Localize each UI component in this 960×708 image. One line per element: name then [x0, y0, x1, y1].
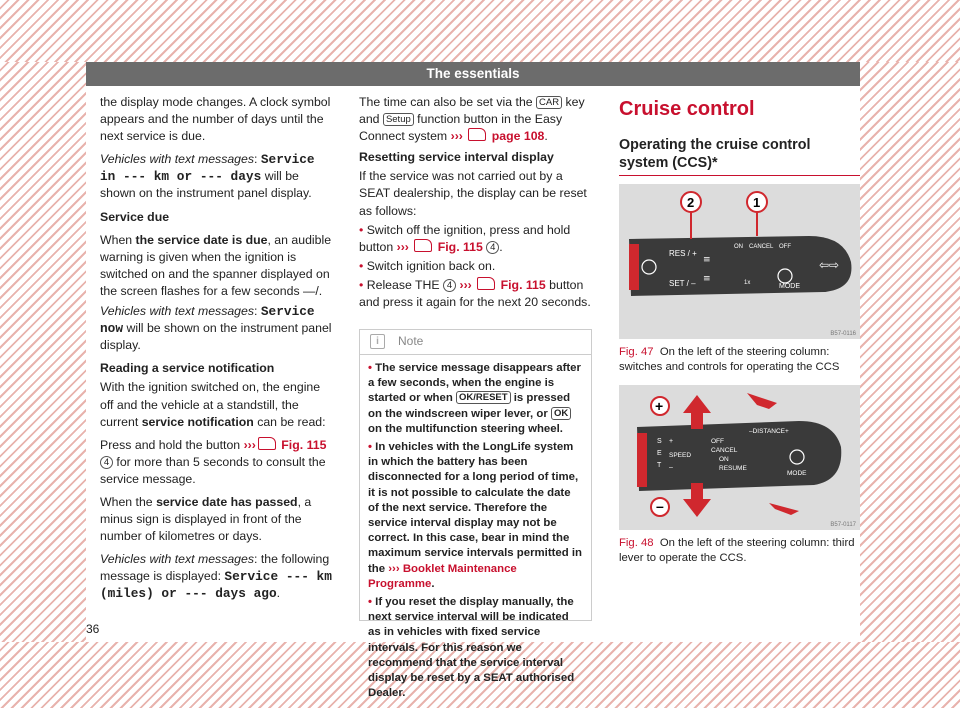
paragraph: Press and hold the button ››› Fig. 115 4 for more than 5 seconds to consult the service message. — [100, 437, 327, 486]
figure-47-caption: Fig. 47 On the left of the steering column: switches and controls for operating the CCS — [619, 346, 840, 373]
paragraph: With the ignition switched on, the engine off and the vehicle at a standstill, the current service notification can be read: — [100, 380, 326, 429]
section-heading: Reading a service notification — [100, 361, 275, 376]
list-item: • Release THE 4 ››› Fig. 115 button and press it again for the next 20 seconds. — [359, 277, 591, 310]
svg-text:SPEED: SPEED — [669, 452, 692, 459]
svg-text:MODE: MODE — [787, 470, 807, 477]
ok-key-icon: OK — [551, 407, 571, 420]
hatch-border-right — [860, 62, 960, 642]
svg-text:+: + — [655, 398, 664, 414]
setup-button-icon: Setup — [383, 113, 414, 126]
cross-ref-arrow-icon: ››› — [243, 437, 256, 452]
svg-text:RES / +: RES / + — [669, 249, 697, 258]
svg-text:CANCEL: CANCEL — [749, 244, 774, 250]
title-rule — [619, 175, 860, 176]
booklet-link[interactable]: Booklet Maintenance Programme — [368, 562, 517, 590]
lever-body — [637, 421, 841, 491]
svg-text:CANCEL: CANCEL — [711, 447, 738, 454]
note-header — [360, 330, 591, 355]
paragraph: the display mode changes. A clock symbol appears and the number of days until the next service is due. — [100, 95, 331, 144]
svg-text:+: + — [669, 438, 674, 445]
svg-text:T: T — [657, 462, 662, 469]
paragraph: Vehicles with text messages: Service in --- km or --- days will be shown on the instrument panel display. — [100, 152, 315, 201]
book-icon — [258, 437, 276, 450]
cross-ref-arrow-icon: ››› — [450, 129, 463, 144]
figure-link[interactable]: Fig. 115 — [437, 239, 483, 254]
figure-link[interactable]: Fig. 115 — [500, 277, 546, 292]
svg-text:1x: 1x — [744, 280, 751, 286]
paragraph: The time can also be set via the CAR key and Setup function button in the Easy Connect system ››› page 108. — [359, 95, 585, 144]
svg-text:RESUME: RESUME — [719, 465, 747, 472]
svg-text:E: E — [657, 450, 662, 457]
note-body — [360, 355, 591, 701]
svg-text:–DISTANCE+: –DISTANCE+ — [749, 428, 789, 435]
svg-text:1: 1 — [753, 195, 761, 210]
light-icon: ≡ — [703, 255, 711, 265]
note-item: • If you reset the display manually, the next service interval will be indicated as in vehicles with fixed service intervals. For this reason we recommend that the service interval display be reset by a SEAT authorised Dealer. — [368, 596, 575, 700]
book-icon — [414, 239, 432, 252]
hatch-border-left — [0, 62, 86, 642]
hatch-border-top — [0, 0, 960, 62]
section-subtitle: Operating the cruise control system (CCS)* — [619, 137, 811, 171]
svg-text:S: S — [657, 438, 662, 445]
note-title: Note — [398, 334, 424, 348]
cruise-lever-illustration — [619, 184, 860, 339]
figure-48-caption: Fig. 48 On the left of the steering column: third lever to operate the CCS. — [619, 537, 855, 564]
section-title: Cruise control — [619, 98, 755, 120]
column-middle — [359, 94, 597, 317]
svg-text:OFF: OFF — [711, 438, 724, 445]
column-left — [100, 94, 336, 609]
paragraph: Vehicles with text messages: Service now will be shown on the instrument panel display. — [100, 304, 332, 353]
light-icon: ≡ — [703, 274, 711, 284]
lever-tip — [629, 244, 639, 290]
car-key-icon: CAR — [536, 96, 562, 109]
list-item: • Switch ignition back on. — [359, 258, 496, 273]
note-item: • The service message disappears after a few seconds, when the engine is started or when OK/RESET is pressed on the windscreen wiper lever, or OK on the multifunction steering wheel. — [368, 362, 581, 435]
svg-text:–: – — [656, 498, 664, 514]
info-icon: i — [370, 334, 385, 349]
cruise-third-lever-illustration — [619, 385, 860, 530]
paragraph: Vehicles with text messages: the following message is displayed: Service --- km (miles) or --- days ago. — [100, 552, 332, 602]
section-heading: Service due — [100, 209, 170, 224]
distance-arrows-icon: ⇦⇨ — [819, 258, 840, 272]
page-header: The essentials — [86, 62, 860, 86]
svg-text:MODE: MODE — [779, 283, 800, 290]
svg-text:OFF: OFF — [779, 244, 791, 250]
paragraph: When the service date is due, an audible warning is given when the ignition is switched on and the spanner displayed on the screen flashes for a few seconds —/. — [100, 232, 332, 298]
paragraph: When the service date has passed, a minus sign is displayed in front of the number of kilometres or days. — [100, 494, 312, 544]
ok-reset-key-icon: OK/RESET — [456, 391, 511, 404]
figure-link[interactable]: Fig. 115 — [281, 437, 327, 452]
page-number: 36 — [86, 622, 100, 636]
book-icon — [468, 128, 486, 141]
book-icon — [477, 277, 495, 290]
manual-page — [86, 62, 860, 700]
figure-47-image: 1 2 RES / + ON CANCEL OFF SET / – MODE 1x ⇦⇨ ≡ ≡ B57-0116 — [619, 184, 860, 339]
svg-text:2: 2 — [687, 195, 695, 210]
svg-text:ON: ON — [734, 244, 743, 250]
note-box — [359, 329, 592, 700]
note-item: • In vehicles with the LongLife system in which the battery has been disconnected for a long period of time, it is not possible to calculate the date of the next service. Therefore the service interval display may not be correct. In this case, bear in mind the maximum service intervals permitted in the ››› Booklet Maintenance Programme. — [368, 441, 582, 590]
section-heading: Resetting service interval display — [359, 150, 554, 165]
svg-text:ON: ON — [719, 456, 729, 463]
svg-text:–: – — [669, 464, 673, 471]
svg-text:SET / –: SET / – — [669, 279, 696, 288]
figure-48-image: + – –DISTANCE+ S E T + SPEED – OFF CANCEL ON RESUME MODE B57-0117 — [619, 385, 860, 530]
page-link[interactable]: page 108 — [491, 129, 545, 144]
spanner-icon: —/ — [303, 283, 319, 298]
list-item: • Switch off the ignition, press and hold button ››› Fig. 115 4 . — [359, 222, 571, 254]
paragraph: If the service was not carried out by a SEAT dealership, the display can be reset as follows: — [359, 169, 587, 218]
